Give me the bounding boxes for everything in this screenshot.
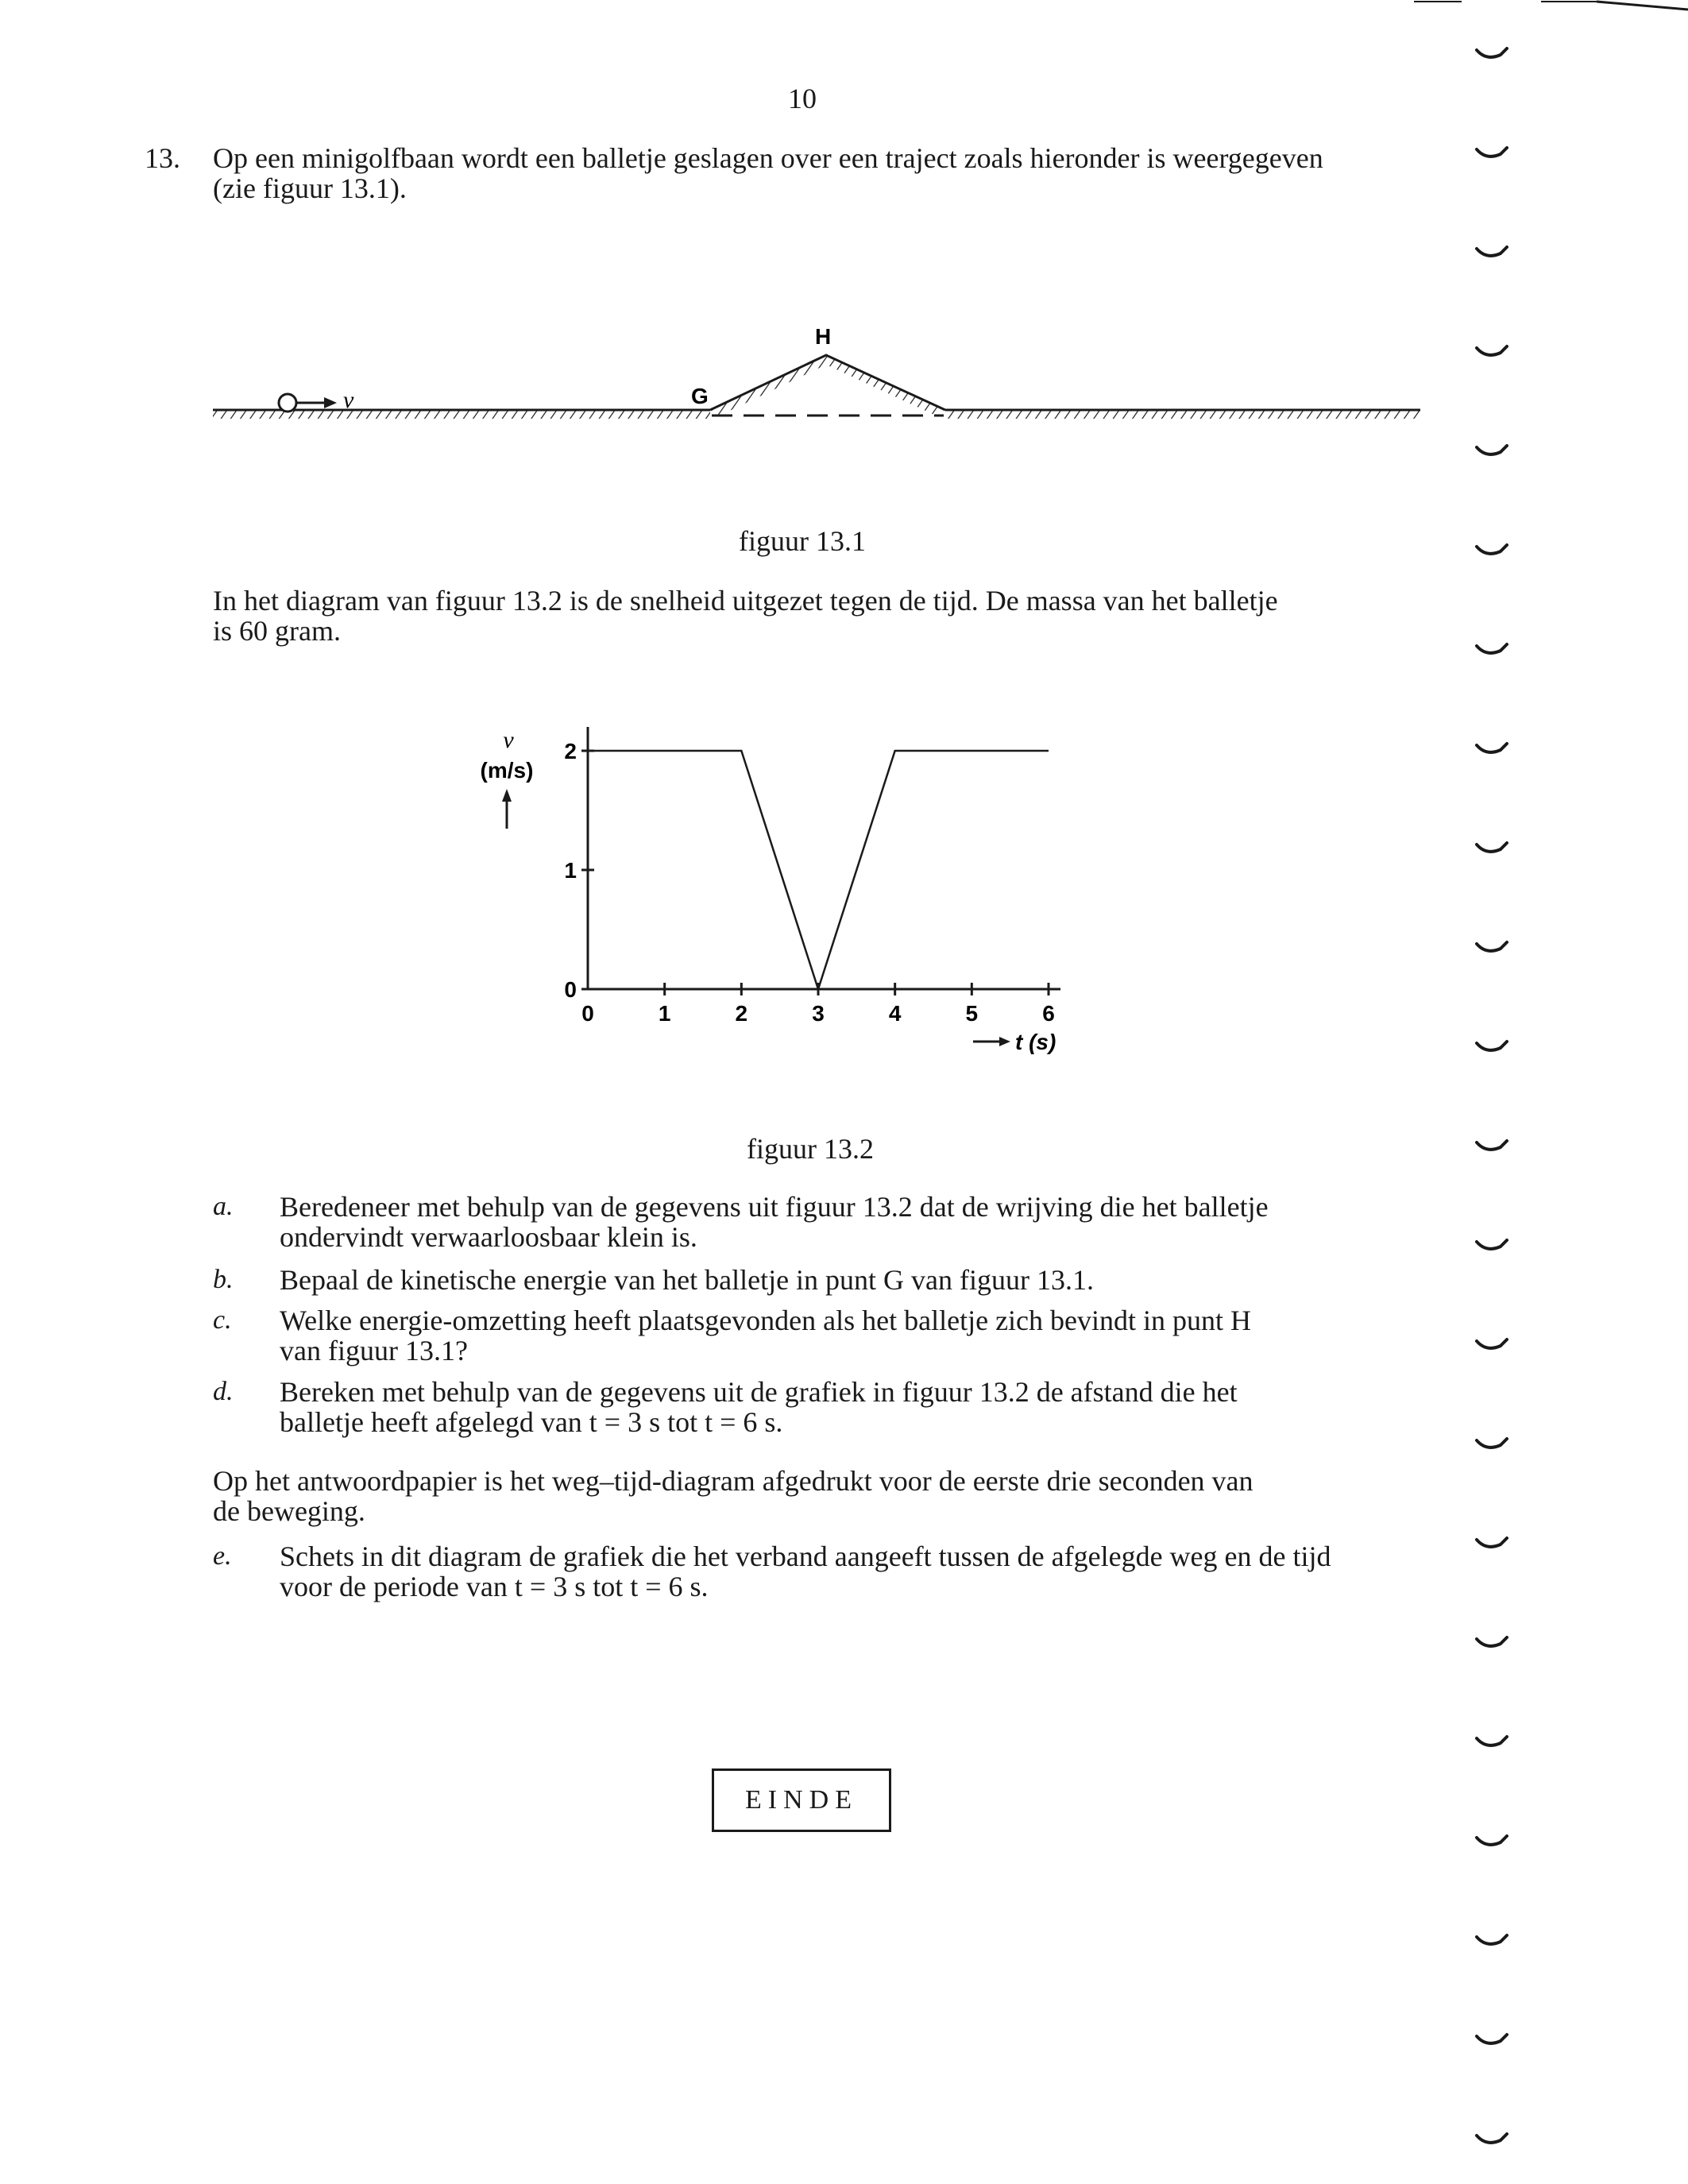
item-c-text	[280, 1305, 1455, 1366]
item-b-line: Bepaal de kinetische energie van het balletje in punt G van figuur 13.1.	[280, 1264, 1095, 1296]
x-tick-label: 2	[735, 1001, 748, 1026]
item-d-line: Bereken met behulp van de gegevens uit de grafiek in figuur 13.2 de afstand die het	[280, 1376, 1238, 1408]
binding-mark	[1474, 342, 1513, 365]
ground-hatching-right	[945, 410, 1420, 419]
item-a-letter: a.	[213, 1192, 234, 1221]
end-box	[712, 1768, 891, 1832]
binding-mark	[1474, 1235, 1513, 1259]
binding-mark	[1474, 143, 1513, 167]
x-tick-label: 0	[581, 1001, 594, 1026]
binding-mark	[1474, 44, 1513, 68]
diagram-description-line: In het diagram van figuur 13.2 is de snelheid uitgezet tegen de tijd. De massa van het balletje	[213, 585, 1278, 617]
x-axis-label: t (s)	[1015, 1030, 1056, 1054]
binding-mark	[1474, 640, 1513, 663]
binding-mark	[1474, 540, 1513, 564]
velocity-series-line	[588, 751, 1049, 989]
item-d-line: balletje heeft afgelegd van t = 3 s tot t = 6 s.	[280, 1406, 783, 1438]
figure-13-2-chart	[445, 711, 1096, 1069]
y-axis-unit: (m/s)	[480, 758, 534, 783]
binding-mark	[1474, 1533, 1513, 1557]
item-a-text	[280, 1192, 1455, 1252]
binding-mark	[1474, 1037, 1513, 1061]
y-axis-arrowhead	[502, 789, 512, 802]
binding-mark	[1474, 242, 1513, 266]
x-tick-label: 4	[888, 1001, 902, 1026]
diagram-description	[213, 586, 1452, 646]
figure-13-2-caption: figuur 13.2	[747, 1133, 874, 1165]
binding-mark	[1474, 1831, 1513, 1855]
diagram-description-line: is 60 gram.	[213, 615, 341, 647]
hill-hatching	[710, 355, 945, 416]
velocity-arrowhead	[324, 397, 337, 408]
y-tick-label: 0	[564, 977, 577, 1002]
y-axis-symbol: v	[503, 727, 514, 753]
question-number: 13.	[145, 142, 180, 174]
item-c-letter: c.	[213, 1305, 232, 1335]
answer-sheet-line: de beweging.	[213, 1495, 365, 1527]
x-tick-label: 5	[965, 1001, 979, 1026]
chart-series	[588, 751, 1049, 989]
x-tick-label: 3	[812, 1001, 825, 1026]
answer-sheet-line: Op het antwoordpapier is het weg–tijd-diagram afgedrukt voor de eerste drie seconden van	[213, 1465, 1253, 1497]
binding-mark	[1474, 1931, 1513, 1954]
item-e-letter: e.	[213, 1541, 232, 1571]
binding-mark	[1474, 441, 1513, 465]
binding-mark	[1474, 838, 1513, 862]
item-d-text	[280, 1377, 1455, 1437]
item-a-line: Beredeneer met behulp van de gegevens uit figuur 13.2 dat de wrijving die het balletje	[280, 1191, 1269, 1223]
binding-mark	[1474, 1732, 1513, 1756]
end-label: EINDE	[745, 1785, 858, 1815]
velocity-label: v	[343, 387, 354, 413]
item-c-line: Welke energie-omzetting heeft plaatsgevonden als het balletje zich bevindt in punt H	[280, 1305, 1252, 1336]
figure-13-1-caption: figuur 13.1	[739, 525, 866, 557]
y-tick-label: 2	[564, 739, 577, 763]
question-intro	[213, 143, 1452, 203]
question-intro-line: (zie figuur 13.1).	[213, 172, 407, 204]
item-a-line: ondervindt verwaarloosbaar klein is.	[280, 1221, 697, 1253]
binding-mark	[1474, 739, 1513, 763]
item-e-line: voor de periode van t = 3 s tot t = 6 s.	[280, 1571, 709, 1602]
x-axis-label-arrowhead	[999, 1037, 1010, 1046]
binding-mark	[1474, 937, 1513, 961]
point-h-label: H	[815, 324, 832, 349]
question-intro-line: Op een minigolfbaan wordt een balletje geslagen over een traject zoals hieronder is weergegeven	[213, 142, 1323, 174]
item-e-text	[280, 1541, 1455, 1602]
binding-mark	[1474, 1434, 1513, 1458]
item-d-letter: d.	[213, 1377, 234, 1406]
corner-mark	[1414, 0, 1688, 16]
item-b-letter: b.	[213, 1265, 234, 1294]
item-c-line: van figuur 13.1?	[280, 1335, 468, 1366]
figure-13-1-track	[207, 314, 1446, 441]
item-e-line: Schets in dit diagram de grafiek die het verband aangeeft tussen de afgelegde weg en de tijd	[280, 1540, 1331, 1572]
binding-mark	[1474, 1633, 1513, 1656]
point-g-label: G	[691, 384, 709, 408]
binding-mark	[1474, 1335, 1513, 1359]
binding-mark	[1474, 1136, 1513, 1160]
item-b-text	[280, 1265, 1455, 1295]
x-tick-label: 6	[1042, 1001, 1055, 1026]
chart-ticks	[564, 739, 1054, 1026]
binding-mark	[1474, 2030, 1513, 2054]
y-tick-label: 1	[564, 858, 577, 883]
binding-mark	[1474, 2129, 1513, 2153]
ball	[279, 394, 296, 412]
x-tick-label: 1	[658, 1001, 671, 1026]
page-number: 10	[788, 83, 817, 114]
answer-sheet-note	[213, 1466, 1452, 1526]
